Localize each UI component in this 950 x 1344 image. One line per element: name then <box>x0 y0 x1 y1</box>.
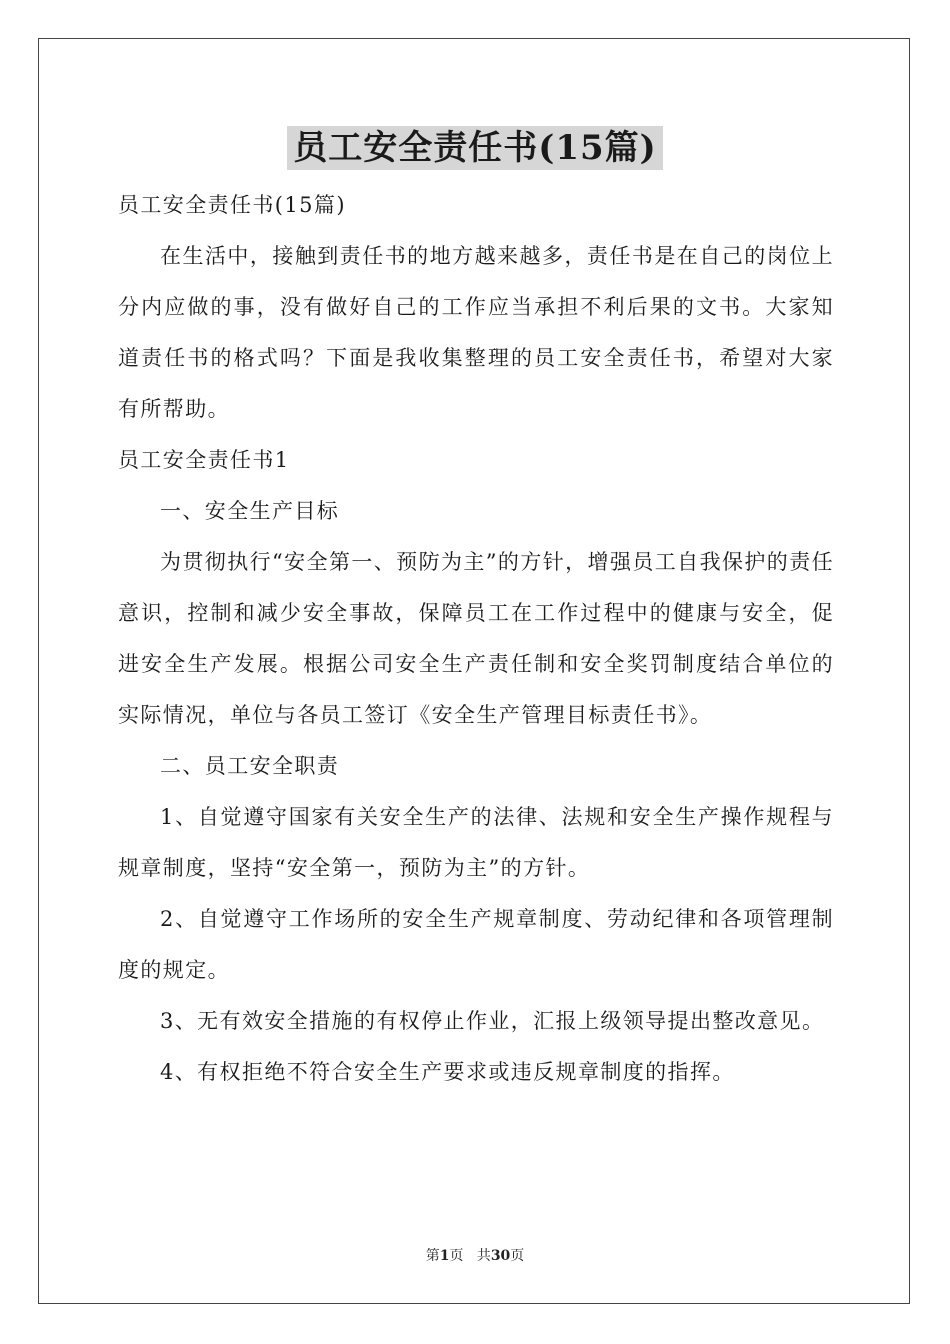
page-suffix: 页 <box>449 1248 464 1264</box>
title-wrap <box>0 126 950 170</box>
page-total: 30 <box>490 1248 511 1264</box>
document-title: 员工安全责任书(15篇) <box>287 126 663 170</box>
list-item: 4、有权拒绝不符合安全生产要求或违反规章制度的指挥。 <box>160 1060 735 1084</box>
list-item: 3、无有效安全措施的有权停止作业，汇报上级领导提出整改意见。 <box>160 1009 825 1033</box>
document-subtitle: 员工安全责任书(15篇) <box>118 193 346 217</box>
part2-heading: 二、员工安全职责 <box>160 754 340 778</box>
page-footer <box>0 1245 950 1265</box>
page-prefix: 第 <box>425 1248 440 1264</box>
part1-paragraph: 为贯彻执行“安全第一、预防为主”的方针，增强员工自我保护的责任意识，控制和减少安全事故，保障员工在工作过程中的健康与安全，促进安全生产发展。根据公司安全生产责任制和安全奖罚制度结合单位的实际情况，单位与各员工签订《安全生产管理目标责任书》。 <box>118 550 834 727</box>
list-item: 2、自觉遵守工作场所的安全生产规章制度、劳动纪律和各项管理制度的规定。 <box>118 907 834 982</box>
total-prefix: 共 <box>476 1248 491 1264</box>
part1-heading: 一、安全生产目标 <box>160 499 340 523</box>
total-suffix: 页 <box>510 1248 525 1264</box>
list-item: 1、自觉遵守国家有关安全生产的法律、法规和安全生产操作规程与规章制度，坚持“安全第一，预防为主”的方针。 <box>118 805 834 880</box>
intro-paragraph: 在生活中，接触到责任书的地方越来越多，责任书是在自己的岗位上分内应做的事，没有做好自己的工作应当承担不利后果的文书。大家知道责任书的格式吗？下面是我收集整理的员工安全责任书，希望对大家有所帮助。 <box>118 244 834 421</box>
section-heading: 员工安全责任书1 <box>118 448 290 472</box>
page-number: 1 <box>439 1248 450 1264</box>
document-body <box>118 180 834 1098</box>
